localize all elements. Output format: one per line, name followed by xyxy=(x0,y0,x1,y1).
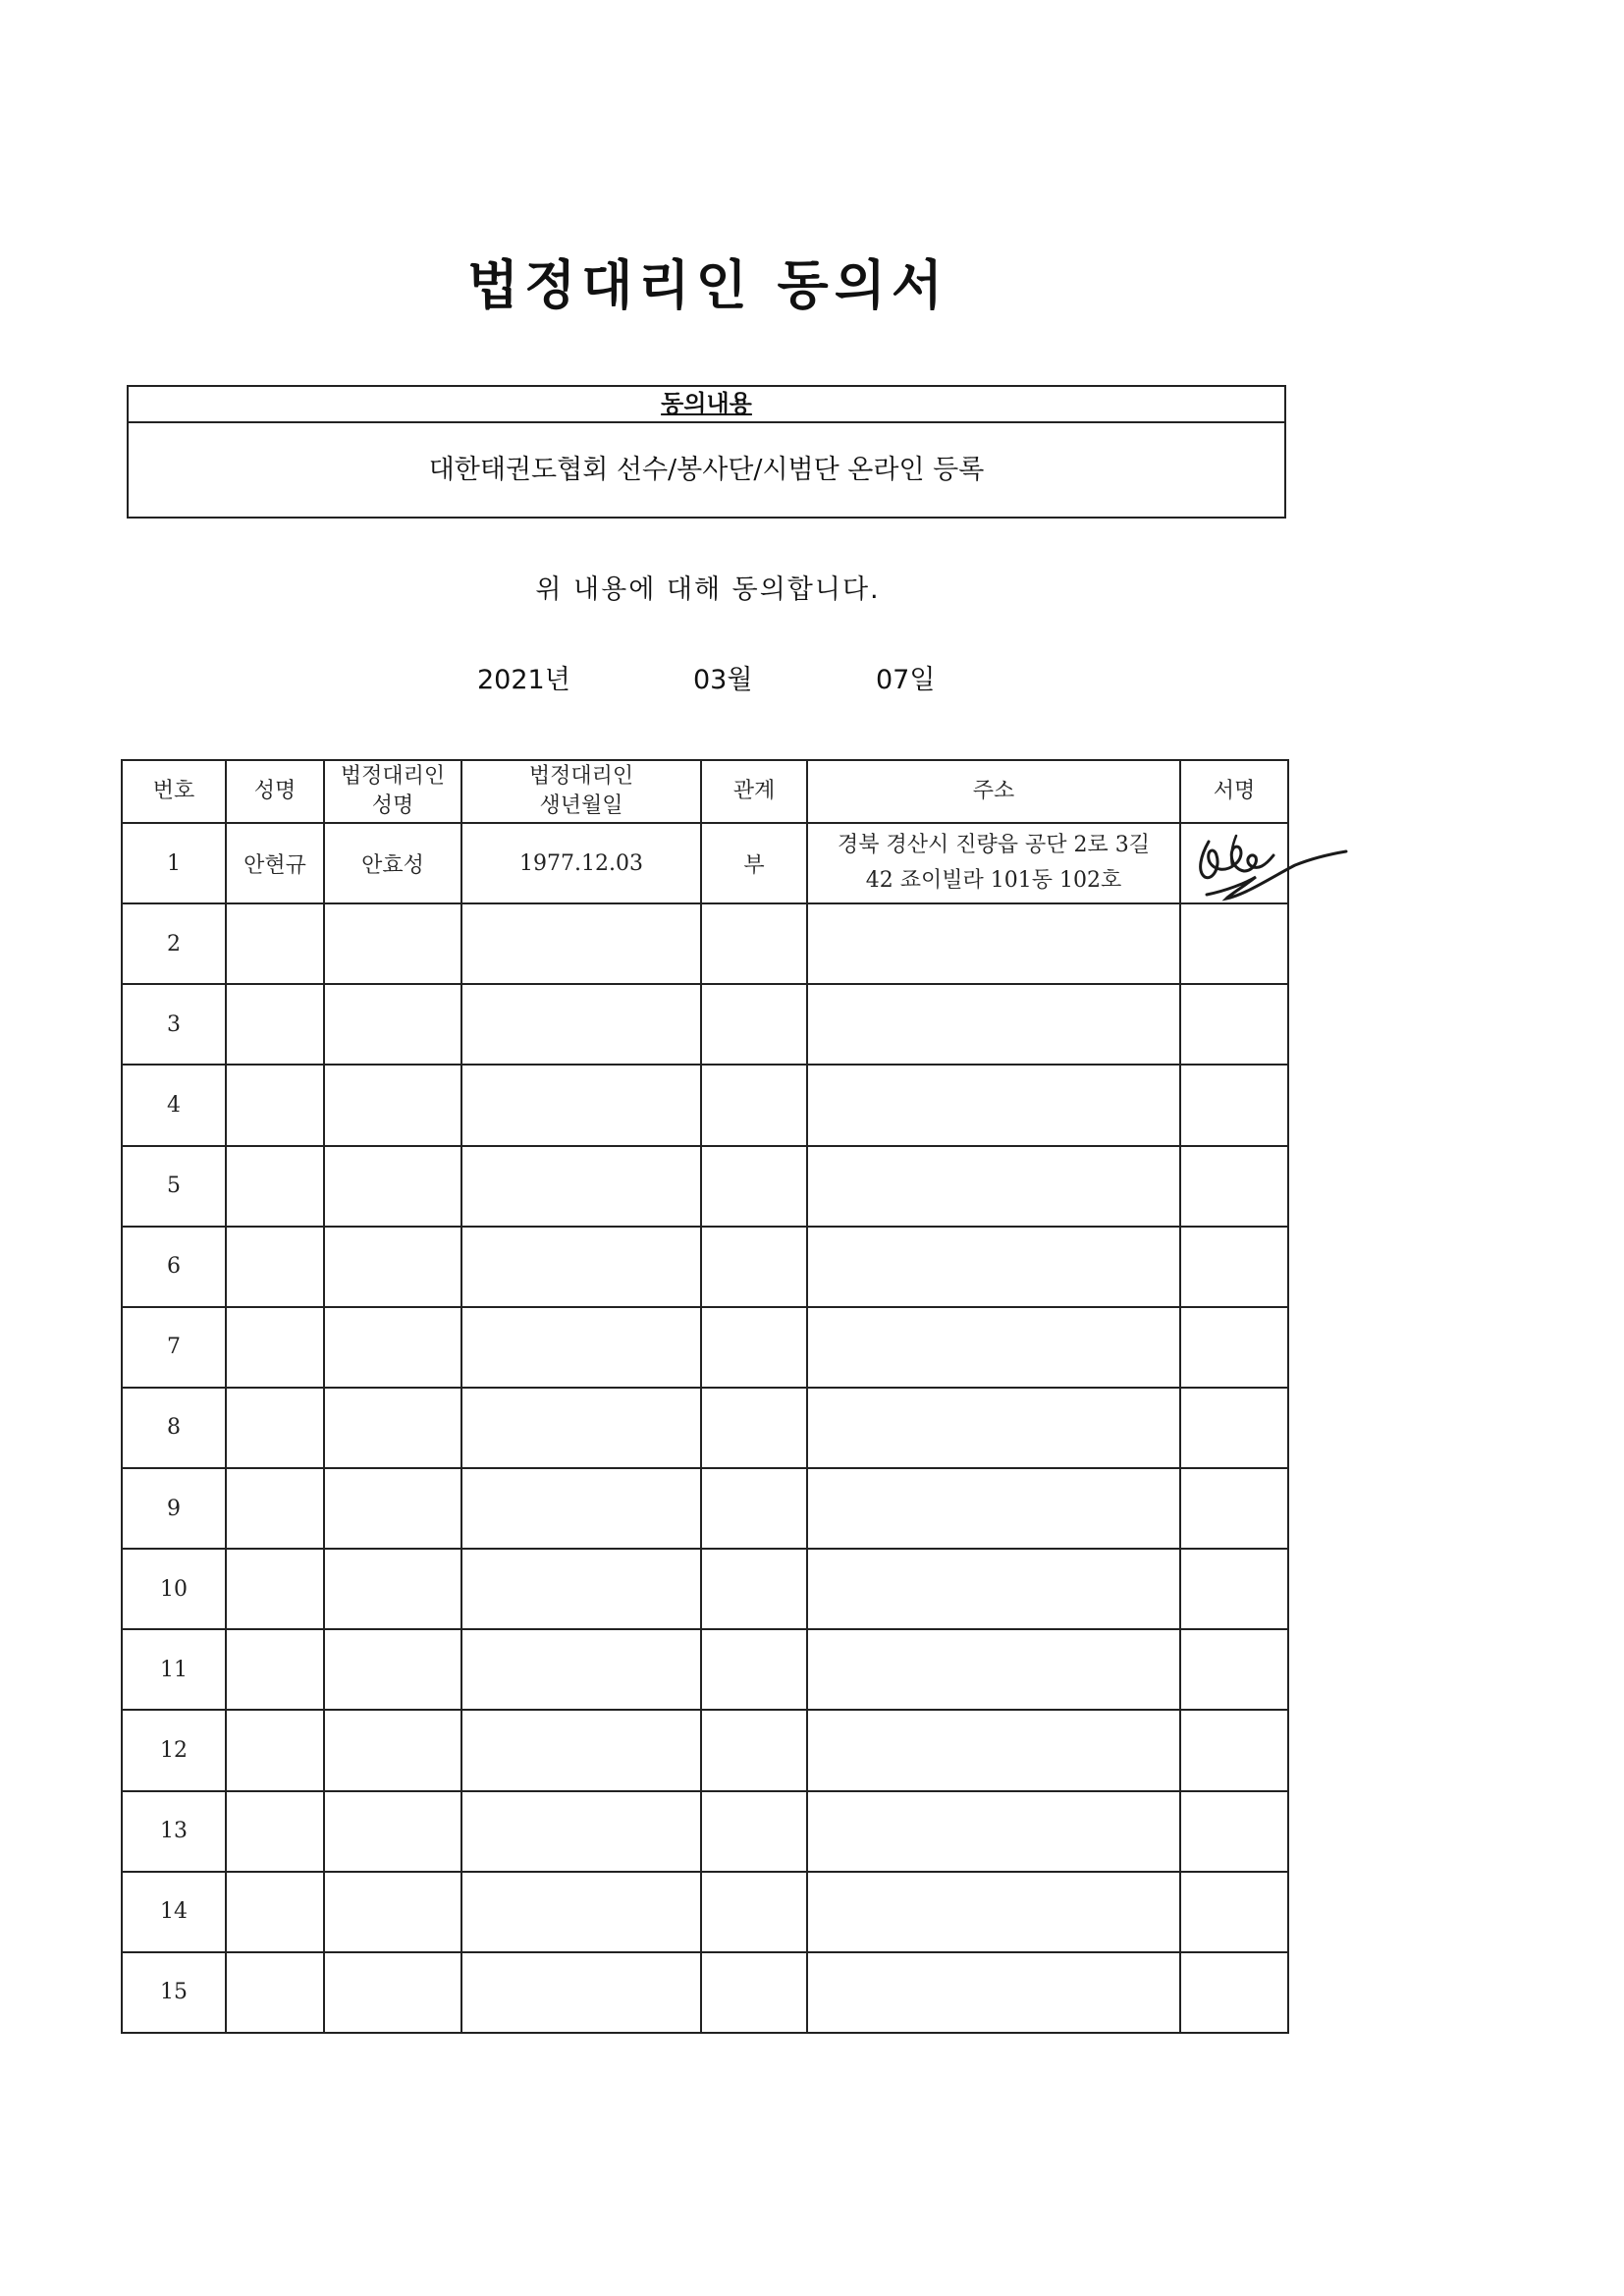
header-guardian-birth xyxy=(461,760,701,823)
row-relation: 부 xyxy=(701,823,807,903)
row-signature xyxy=(1180,1146,1288,1227)
consent-header xyxy=(129,387,1284,423)
row-name xyxy=(226,1307,324,1388)
row-address-line1: 경북 경산시 진량읍 공단 2로 3길 xyxy=(838,833,1150,858)
header-guardian-birth-line1: 법정대리인 xyxy=(528,764,634,789)
row-signature xyxy=(1180,1872,1288,1952)
row-guardian-birth xyxy=(461,1468,701,1549)
row-address xyxy=(807,1146,1180,1227)
row-address xyxy=(807,1307,1180,1388)
row-name xyxy=(226,1388,324,1468)
row-guardian-birth xyxy=(461,1549,701,1629)
row-guardian-birth xyxy=(461,984,701,1065)
table-header-row xyxy=(122,760,1288,823)
row-no: 13 xyxy=(122,1791,226,1872)
row-address xyxy=(807,1549,1180,1629)
row-signature xyxy=(1180,1065,1288,1145)
row-address-line2: 42 죠이빌라 101동 102호 xyxy=(865,868,1122,894)
row-no: 2 xyxy=(122,903,226,984)
header-guardian-name-line1: 법정대리인 xyxy=(340,764,446,789)
table-row xyxy=(122,1629,1288,1710)
row-name xyxy=(226,903,324,984)
header-no: 번호 xyxy=(122,760,226,823)
row-signature xyxy=(1180,1629,1288,1710)
row-address xyxy=(807,1952,1180,2033)
row-name xyxy=(226,1146,324,1227)
row-guardian-birth xyxy=(461,1952,701,2033)
row-guardian-birth xyxy=(461,1307,701,1388)
header-relation: 관계 xyxy=(701,760,807,823)
row-guardian-name xyxy=(324,1146,461,1227)
row-address xyxy=(807,1629,1180,1710)
row-relation xyxy=(701,1146,807,1227)
row-no: 9 xyxy=(122,1468,226,1549)
row-name xyxy=(226,1065,324,1145)
header-signature: 서명 xyxy=(1180,760,1288,823)
row-no: 11 xyxy=(122,1629,226,1710)
row-no: 3 xyxy=(122,984,226,1065)
row-signature xyxy=(1180,984,1288,1065)
row-signature xyxy=(1180,1710,1288,1790)
row-address xyxy=(807,1227,1180,1307)
table-row xyxy=(122,1146,1288,1227)
table-row xyxy=(122,984,1288,1065)
row-address xyxy=(807,1872,1180,1952)
row-guardian-name xyxy=(324,1952,461,2033)
row-signature xyxy=(1180,823,1288,903)
row-guardian-birth xyxy=(461,1227,701,1307)
row-address xyxy=(807,1065,1180,1145)
row-name xyxy=(226,1872,324,1952)
row-address xyxy=(807,1791,1180,1872)
table-row xyxy=(122,1710,1288,1790)
row-no: 4 xyxy=(122,1065,226,1145)
row-name: 안현규 xyxy=(226,823,324,903)
row-guardian-birth xyxy=(461,1872,701,1952)
row-no: 7 xyxy=(122,1307,226,1388)
date-month: 03월 xyxy=(693,665,753,695)
row-relation xyxy=(701,1791,807,1872)
row-address xyxy=(807,984,1180,1065)
row-guardian-name xyxy=(324,1227,461,1307)
row-relation xyxy=(701,1952,807,2033)
row-relation xyxy=(701,1549,807,1629)
row-no: 14 xyxy=(122,1872,226,1952)
row-name xyxy=(226,1549,324,1629)
row-signature xyxy=(1180,1468,1288,1549)
row-relation xyxy=(701,1388,807,1468)
row-no: 8 xyxy=(122,1388,226,1468)
header-address: 주소 xyxy=(807,760,1180,823)
row-address xyxy=(807,903,1180,984)
row-guardian-name xyxy=(324,1468,461,1549)
row-name xyxy=(226,1629,324,1710)
row-no: 5 xyxy=(122,1146,226,1227)
row-no: 15 xyxy=(122,1952,226,2033)
row-relation xyxy=(701,1710,807,1790)
consent-header-label: 동의내용 xyxy=(661,390,752,417)
table-row xyxy=(122,1872,1288,1952)
consent-box xyxy=(127,385,1286,519)
header-name: 성명 xyxy=(226,760,324,823)
row-signature xyxy=(1180,903,1288,984)
row-relation xyxy=(701,903,807,984)
row-guardian-name xyxy=(324,1065,461,1145)
table-row xyxy=(122,1952,1288,2033)
table-row xyxy=(122,1468,1288,1549)
date-day: 07일 xyxy=(876,665,936,695)
table-row xyxy=(122,903,1288,984)
row-guardian-birth xyxy=(461,1388,701,1468)
table-row xyxy=(122,823,1288,903)
row-guardian-birth xyxy=(461,1710,701,1790)
agreement-statement: 위 내용에 대해 동의합니다. xyxy=(535,574,881,605)
row-relation xyxy=(701,984,807,1065)
row-guardian-name xyxy=(324,984,461,1065)
row-address xyxy=(807,1710,1180,1790)
row-guardian-birth xyxy=(461,1629,701,1710)
header-guardian-name-line2: 성명 xyxy=(371,793,414,818)
row-guardian-name xyxy=(324,1549,461,1629)
table-row xyxy=(122,1065,1288,1145)
row-guardian-birth xyxy=(461,1065,701,1145)
row-no: 6 xyxy=(122,1227,226,1307)
consent-content: 대한태권도협회 선수/봉사단/시범단 온라인 등록 xyxy=(428,455,985,485)
row-address xyxy=(807,1468,1180,1549)
row-name xyxy=(226,1710,324,1790)
row-signature xyxy=(1180,1952,1288,2033)
table-row xyxy=(122,1549,1288,1629)
table-row xyxy=(122,1227,1288,1307)
row-guardian-name xyxy=(324,1872,461,1952)
row-relation xyxy=(701,1468,807,1549)
page-title: 법정대리인 동의서 xyxy=(466,254,949,316)
header-guardian-birth-line2: 생년월일 xyxy=(539,793,623,818)
row-signature xyxy=(1180,1227,1288,1307)
row-address xyxy=(807,1388,1180,1468)
row-guardian-name xyxy=(324,1710,461,1790)
row-address xyxy=(807,823,1180,903)
table-row xyxy=(122,1791,1288,1872)
row-guardian-birth xyxy=(461,1791,701,1872)
row-guardian-name xyxy=(324,1307,461,1388)
row-guardian-name xyxy=(324,1791,461,1872)
row-signature xyxy=(1180,1307,1288,1388)
row-no: 10 xyxy=(122,1549,226,1629)
row-guardian-name: 안효성 xyxy=(324,823,461,903)
row-name xyxy=(226,1468,324,1549)
table-row xyxy=(122,1307,1288,1388)
registration-table xyxy=(121,759,1289,2034)
row-relation xyxy=(701,1629,807,1710)
handwritten-signature xyxy=(1187,826,1344,904)
row-name xyxy=(226,1791,324,1872)
row-relation xyxy=(701,1227,807,1307)
row-guardian-name xyxy=(324,1629,461,1710)
date-year: 2021년 xyxy=(477,665,570,695)
row-guardian-name xyxy=(324,903,461,984)
row-signature xyxy=(1180,1549,1288,1629)
row-name xyxy=(226,1227,324,1307)
row-guardian-name xyxy=(324,1388,461,1468)
row-name xyxy=(226,984,324,1065)
row-signature xyxy=(1180,1388,1288,1468)
header-guardian-name xyxy=(324,760,461,823)
row-no: 1 xyxy=(122,823,226,903)
row-signature xyxy=(1180,1791,1288,1872)
row-guardian-birth: 1977.12.03 xyxy=(461,823,701,903)
row-relation xyxy=(701,1307,807,1388)
row-guardian-birth xyxy=(461,903,701,984)
row-relation xyxy=(701,1065,807,1145)
table-row xyxy=(122,1388,1288,1468)
row-name xyxy=(226,1952,324,2033)
row-guardian-birth xyxy=(461,1146,701,1227)
row-relation xyxy=(701,1872,807,1952)
row-no: 12 xyxy=(122,1710,226,1790)
